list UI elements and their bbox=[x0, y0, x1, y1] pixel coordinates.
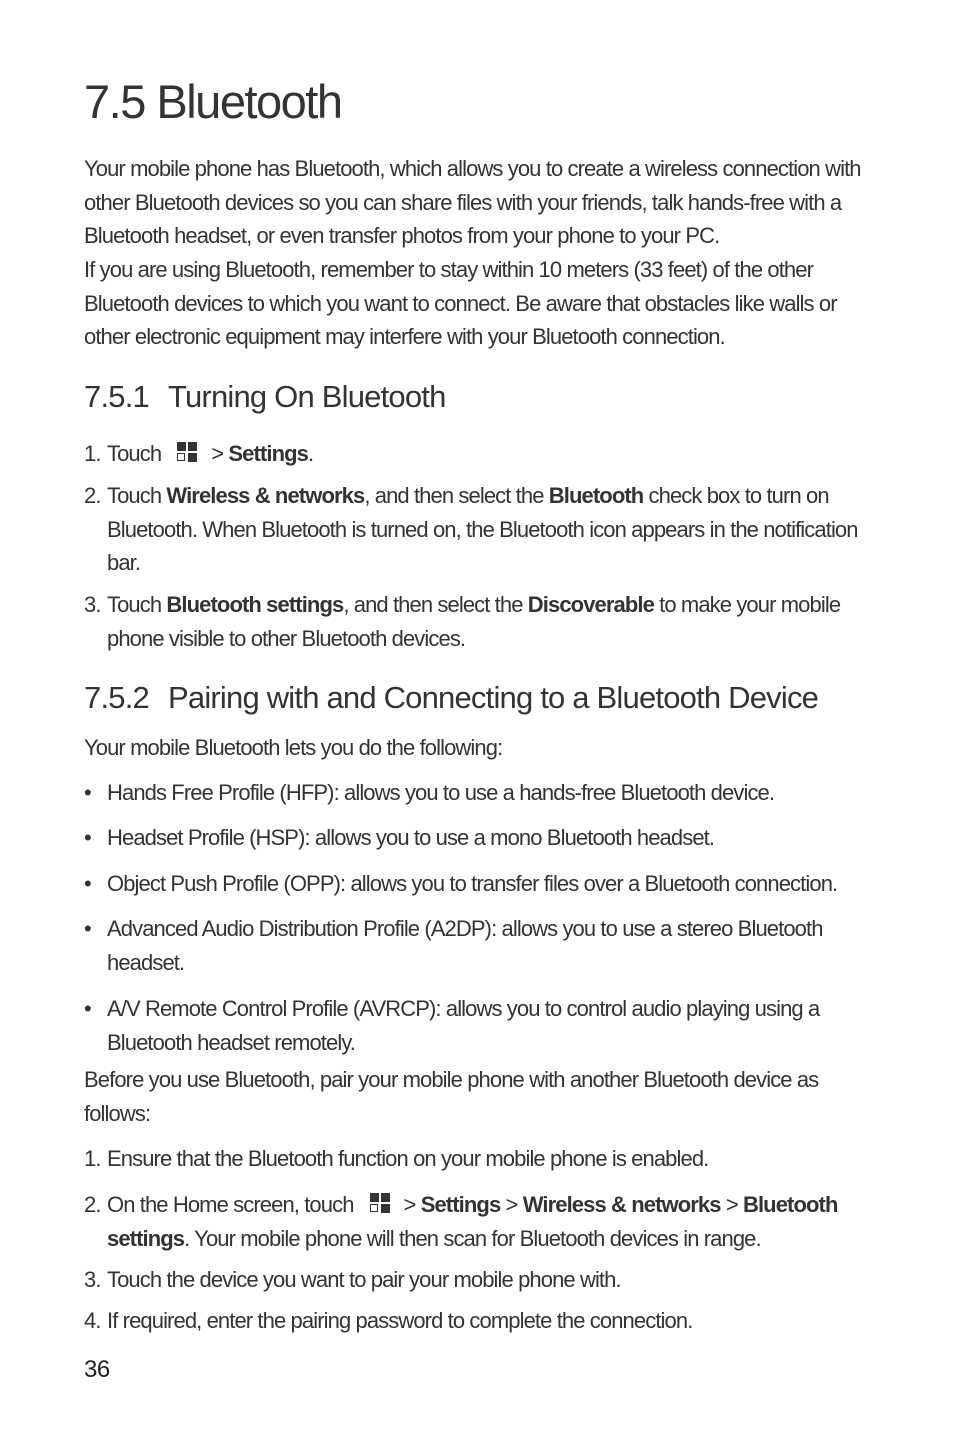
bullet: • bbox=[84, 916, 91, 941]
bullet-text: Headset Profile (HSP): allows you to use a mono Bluetooth headset. bbox=[107, 825, 715, 850]
step-text: check box to turn on Bluetooth. When Bluetooth is turned on, the Bluetooth icon appears in the notification bar. bbox=[107, 483, 858, 576]
pairing-lead: Your mobile Bluetooth lets you do the following: bbox=[84, 735, 503, 760]
bullet: • bbox=[84, 780, 91, 805]
settings-label: Settings bbox=[228, 441, 308, 466]
step-2 bbox=[84, 479, 874, 580]
wireless-networks-label: Wireless & networks bbox=[522, 1192, 721, 1217]
bullet: • bbox=[84, 996, 91, 1021]
pair-step-2 bbox=[84, 1188, 874, 1255]
pair-step-3 bbox=[84, 1263, 874, 1297]
bullet-text: Object Push Profile (OPP): allows you to transfer files over a Bluetooth connection. bbox=[107, 871, 838, 896]
step-number: 2. bbox=[84, 1192, 101, 1217]
step-number: 3. bbox=[84, 1267, 101, 1292]
step-separator: > bbox=[211, 441, 224, 466]
list-item bbox=[84, 776, 874, 810]
step-text: , and then select the bbox=[364, 483, 549, 508]
step-number: 2. bbox=[84, 483, 101, 508]
step-separator: > bbox=[403, 1192, 416, 1217]
wireless-networks-label: Wireless & networks bbox=[166, 483, 365, 508]
step-text: On the Home screen, touch bbox=[107, 1192, 354, 1217]
section-title: Pairing with and Connecting to a Bluetooth Device bbox=[168, 680, 819, 715]
bullet: • bbox=[84, 871, 91, 896]
bullet: • bbox=[84, 825, 91, 850]
app-grid-icon bbox=[368, 1193, 392, 1215]
list-item bbox=[84, 912, 874, 979]
step-text: Touch the device you want to pair your mobile phone with. bbox=[107, 1267, 621, 1292]
section-number: 7.5.2 bbox=[84, 680, 149, 715]
bluetooth-settings-label: Bluetooth settings bbox=[107, 1192, 838, 1251]
discoverable-label: Discoverable bbox=[527, 592, 654, 617]
step-text: , and then select the bbox=[343, 592, 528, 617]
page-title: 7.5 Bluetooth bbox=[84, 75, 342, 128]
intro-paragraph-1: Your mobile phone has Bluetooth, which allows you to create a wireless connection with other Bluetooth devices so you can share files with your friends, talk hands-free with a Bluetooth headset, or even transfer photos from your phone to your PC. bbox=[84, 156, 861, 249]
pairing-instructions-lead: Before you use Bluetooth, pair your mobile phone with another Bluetooth device as follows: bbox=[84, 1067, 819, 1126]
step-text: to make your mobile phone visible to other Bluetooth devices. bbox=[107, 592, 841, 651]
list-item bbox=[84, 992, 874, 1059]
page-number: 36 bbox=[84, 1356, 110, 1383]
step-text: Touch bbox=[107, 592, 167, 617]
step-1 bbox=[84, 437, 874, 471]
step-3 bbox=[84, 588, 874, 655]
pair-step-4 bbox=[84, 1304, 874, 1338]
step-number: 4. bbox=[84, 1308, 101, 1333]
step-separator: > bbox=[505, 1192, 518, 1217]
step-text: If required, enter the pairing password to complete the connection. bbox=[107, 1308, 693, 1333]
intro-paragraph-2: If you are using Bluetooth, remember to stay within 10 meters (33 feet) of the other Bluetooth devices to which you want to connect. Be aware that obstacles like walls or other electronic equipment may interfere with your Bluetooth connection. bbox=[84, 257, 837, 350]
step-number: 3. bbox=[84, 592, 101, 617]
section-heading-turning-on bbox=[84, 379, 446, 415]
step-number: 1. bbox=[84, 441, 101, 466]
bluetooth-label: Bluetooth bbox=[548, 483, 644, 508]
step-number: 1. bbox=[84, 1146, 101, 1171]
bluetooth-settings-label: Bluetooth settings bbox=[166, 592, 344, 617]
step-text: Ensure that the Bluetooth function on your mobile phone is enabled. bbox=[107, 1146, 709, 1171]
step-text: Touch bbox=[107, 483, 167, 508]
pair-step-1 bbox=[84, 1142, 874, 1176]
section-heading-pairing bbox=[84, 680, 818, 716]
list-item bbox=[84, 821, 874, 855]
section-title: Turning On Bluetooth bbox=[168, 379, 446, 414]
step-separator: > bbox=[725, 1192, 738, 1217]
section-number: 7.5.1 bbox=[84, 379, 149, 414]
list-item bbox=[84, 867, 874, 901]
bullet-text: Hands Free Profile (HFP): allows you to use a hands-free Bluetooth device. bbox=[107, 780, 775, 805]
settings-label: Settings bbox=[420, 1192, 501, 1217]
step-text: Touch bbox=[107, 441, 162, 466]
step-punctuation: . bbox=[307, 441, 314, 466]
step-text: . Your mobile phone will then scan for Bluetooth devices in range. bbox=[184, 1225, 761, 1251]
bullet-text: A/V Remote Control Profile (AVRCP): allows you to control audio playing using a Bluetooth headset remotely. bbox=[107, 996, 820, 1055]
bullet-text: Advanced Audio Distribution Profile (A2DP): allows you to use a stereo Bluetooth headset. bbox=[107, 916, 823, 975]
app-grid-icon bbox=[175, 442, 199, 464]
